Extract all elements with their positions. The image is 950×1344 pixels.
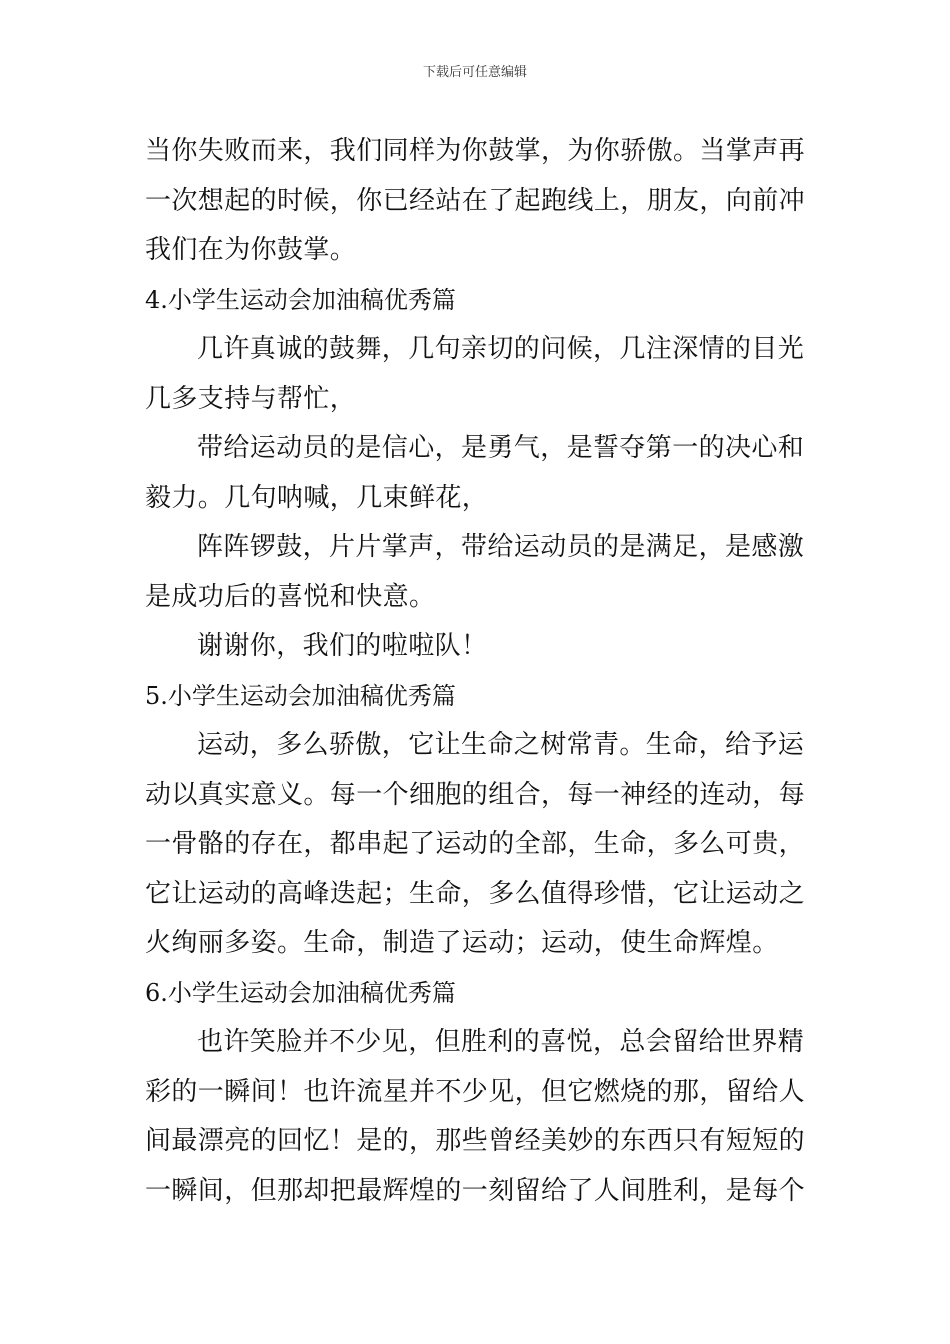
section-heading-5: 5.小学生运动会加油稿优秀篇: [145, 681, 456, 710]
text-line: 一瞬间，但那却把最辉煌的一刻留给了人间胜利，是每个: [145, 1175, 806, 1206]
text-line: 它让运动的高峰迭起；生命，多么值得珍惜，它让运动之: [145, 878, 806, 909]
text-line: 谢谢你，我们的啦啦队！: [197, 631, 488, 661]
page-header: 下载后可任意编辑: [422, 65, 527, 80]
text-line: 火绚丽多姿。生命，制造了运动；运动，使生命辉煌。: [145, 928, 779, 958]
text-line: 毅力。几句呐喊，几束鲜花，: [145, 482, 489, 513]
text-line: 阵阵锣鼓，片片掌声，带给运动员的是满足，是感激: [197, 532, 805, 562]
text-line: 几多支持与帮忙，: [145, 383, 357, 414]
text-line: 也许笑脸并不少见，但胜利的喜悦，总会留给世界精: [197, 1027, 805, 1057]
text-line: 彩的一瞬间！也许流星并不少见，但它燃烧的那，留给人: [145, 1076, 806, 1107]
text-line: 带给运动员的是信心，是勇气，是誓夺第一的决心和: [197, 433, 805, 463]
text-line: 是成功后的喜悦和快意。: [145, 581, 436, 612]
section-heading-4: 4.小学生运动会加油稿优秀篇: [145, 285, 456, 314]
text-line: 一骨骼的存在，都串起了运动的全部，生命，多么可贵，: [145, 829, 806, 859]
text-line: 一次想起的时候，你已经站在了起跑线上，朋友，向前冲: [145, 185, 806, 216]
text-line: 动以真实意义。每一个细胞的组合，每一神经的连动，每: [145, 779, 806, 810]
section-heading-6: 6.小学生运动会加油稿优秀篇: [145, 978, 456, 1007]
text-line: 几许真诚的鼓舞，几句亲切的问候，几注深情的目光: [197, 334, 805, 364]
text-line: 间最漂亮的回忆！是的，那些曾经美妙的东西只有短短的: [145, 1126, 806, 1156]
document-body: [145, 127, 815, 1216]
text-line: 运动，多么骄傲，它让生命之树常青。生命，给予运: [197, 730, 805, 760]
text-line: 我们在为你鼓掌。: [145, 235, 357, 265]
text-line: 当你失败而来，我们同样为你鼓掌，为你骄傲。当掌声再: [145, 136, 806, 166]
